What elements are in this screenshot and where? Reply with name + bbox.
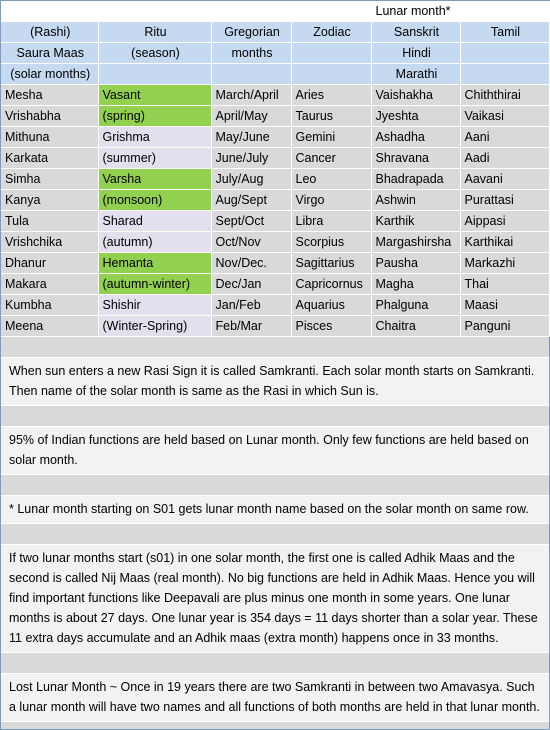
season-header: (season) [98, 43, 211, 64]
gregorian-cell: Nov/Dec. [211, 253, 291, 274]
sanskrit-cell: Magha [371, 274, 460, 295]
rashi-cell: Dhanur [1, 253, 98, 274]
note-paragraph: 95% of Indian functions are held based on Lunar month. Only few functions are held based on solar month. [1, 427, 549, 475]
sanskrit-cell: Vaishakha [371, 85, 460, 106]
sanskrit-cell: Pausha [371, 253, 460, 274]
zodiac-cell: Aquarius [291, 295, 371, 316]
note-paragraph: If two lunar months start (s01) in one solar month, the first one is called Adhik Maas and the second is called Nij Maas (real month). No big functions are held in Adhik Maas. Hence you will find important functions like Deepavali are plus minus one month in some years. One lunar months is about 27 days. One lunar year is 354 days = 11 days shorter than a solar year. These 11 extra days accumulate and an Adhik maas (extra month) happens once in 33 months. [1, 545, 549, 653]
ritu-cell: Vasant [98, 85, 211, 106]
tamil-cell: Aani [460, 127, 549, 148]
spacer-row [1, 406, 549, 427]
month-table [1, 1, 550, 337]
spacer-row [1, 337, 549, 358]
ritu-cell: Varsha [98, 169, 211, 190]
rashi-cell: Simha [1, 169, 98, 190]
ritu-header: Ritu [98, 22, 211, 43]
gregorian-cell: Oct/Nov [211, 232, 291, 253]
header-cell [291, 64, 371, 85]
header-cell [98, 1, 211, 22]
table-row [1, 127, 549, 148]
table-row [1, 295, 549, 316]
header-cell [460, 43, 549, 64]
rashi-cell: Mithuna [1, 127, 98, 148]
table-row [1, 316, 549, 337]
zodiac-cell: Sagittarius [291, 253, 371, 274]
zodiac-cell: Capricornus [291, 274, 371, 295]
table-row [1, 148, 549, 169]
zodiac-cell: Pisces [291, 316, 371, 337]
marathi-header: Marathi [371, 64, 460, 85]
tamil-cell: Aadi [460, 148, 549, 169]
gregorian-cell: March/April [211, 85, 291, 106]
rashi-cell: Makara [1, 274, 98, 295]
header-cell [211, 1, 291, 22]
tamil-cell: Purattasi [460, 190, 549, 211]
header-row-4 [1, 64, 549, 85]
zodiac-cell: Virgo [291, 190, 371, 211]
note-paragraph: Lost Lunar Month ~ Once in 19 years there are two Samkranti in between two Amavasya. Such a lunar month will have two names and all functions of both months are held in that lunar month. [1, 674, 549, 722]
ritu-cell: Sharad [98, 211, 211, 232]
gregorian-cell: Jan/Feb [211, 295, 291, 316]
hindi-header: Hindi [371, 43, 460, 64]
sanskrit-cell: Bhadrapada [371, 169, 460, 190]
rashi-cell: Mesha [1, 85, 98, 106]
header-row-2 [1, 22, 549, 43]
tamil-cell: Maasi [460, 295, 549, 316]
note-paragraph: When sun enters a new Rasi Sign it is called Samkranti. Each solar month starts on Samkranti. Then name of the solar month is same as the Rasi in which Sun is. [1, 358, 549, 406]
zodiac-cell: Leo [291, 169, 371, 190]
gregorian-cell: Feb/Mar [211, 316, 291, 337]
sanskrit-cell: Shravana [371, 148, 460, 169]
tamil-cell: Aippasi [460, 211, 549, 232]
rashi-cell: Vrishabha [1, 106, 98, 127]
sanskrit-cell: Ashwin [371, 190, 460, 211]
gregorian-cell: July/Aug [211, 169, 291, 190]
table-row [1, 211, 549, 232]
gregorian-cell: Dec/Jan [211, 274, 291, 295]
sanskrit-header: Sanskrit [371, 22, 460, 43]
tamil-cell: Panguni [460, 316, 549, 337]
tamil-cell: Chiththirai [460, 85, 549, 106]
solar-months-header: (solar months) [1, 64, 98, 85]
gregorian-cell: Sept/Oct [211, 211, 291, 232]
header-cell [460, 1, 549, 22]
notes-section [1, 358, 549, 722]
spacer-row [1, 475, 549, 496]
header-cell [211, 64, 291, 85]
gregorian-cell: June/July [211, 148, 291, 169]
header-cell [460, 64, 549, 85]
sanskrit-cell: Ashadha [371, 127, 460, 148]
gregorian-cell: April/May [211, 106, 291, 127]
table-row [1, 274, 549, 295]
zodiac-cell: Scorpius [291, 232, 371, 253]
sanskrit-cell: Phalguna [371, 295, 460, 316]
table-row [1, 232, 549, 253]
zodiac-header: Zodiac [291, 22, 371, 43]
zodiac-cell: Cancer [291, 148, 371, 169]
sanskrit-cell: Margashirsha [371, 232, 460, 253]
spacer-row [1, 524, 549, 545]
ritu-cell: (summer) [98, 148, 211, 169]
rashi-cell: Tula [1, 211, 98, 232]
table-row [1, 190, 549, 211]
zodiac-cell: Libra [291, 211, 371, 232]
table-row [1, 253, 549, 274]
gregorian-header: Gregorian [211, 22, 291, 43]
ritu-cell: (spring) [98, 106, 211, 127]
header-cell [1, 1, 98, 22]
zodiac-cell: Taurus [291, 106, 371, 127]
header-row-1 [1, 1, 549, 22]
zodiac-cell: Aries [291, 85, 371, 106]
rashi-cell: Kumbha [1, 295, 98, 316]
spacer-row [1, 653, 549, 674]
table-row [1, 106, 549, 127]
ritu-cell: (autumn) [98, 232, 211, 253]
tamil-header: Tamil [460, 22, 549, 43]
rashi-cell: Karkata [1, 148, 98, 169]
header-cell [291, 1, 371, 22]
sanskrit-cell: Chaitra [371, 316, 460, 337]
header-cell [98, 64, 211, 85]
ritu-cell: Hemanta [98, 253, 211, 274]
ritu-cell: Shishir [98, 295, 211, 316]
tamil-cell: Thai [460, 274, 549, 295]
sanskrit-cell: Karthik [371, 211, 460, 232]
tamil-cell: Aavani [460, 169, 549, 190]
header-cell [291, 43, 371, 64]
header-row-3 [1, 43, 549, 64]
table-row [1, 85, 549, 106]
rashi-cell: Vrishchika [1, 232, 98, 253]
ritu-cell: (Winter-Spring) [98, 316, 211, 337]
ritu-cell: Grishma [98, 127, 211, 148]
ritu-cell: (autumn-winter) [98, 274, 211, 295]
sanskrit-cell: Jyeshta [371, 106, 460, 127]
rashi-header: (Rashi) [1, 22, 98, 43]
lunar-month-header: Lunar month* [371, 1, 460, 22]
table-row [1, 169, 549, 190]
tamil-cell: Markazhi [460, 253, 549, 274]
tamil-cell: Vaikasi [460, 106, 549, 127]
months-header: months [211, 43, 291, 64]
zodiac-cell: Gemini [291, 127, 371, 148]
note-paragraph: * Lunar month starting on S01 gets lunar month name based on the solar month on same row. [1, 496, 549, 524]
tamil-cell: Karthikai [460, 232, 549, 253]
ritu-cell: (monsoon) [98, 190, 211, 211]
rashi-cell: Meena [1, 316, 98, 337]
saura-maas-header: Saura Maas [1, 43, 98, 64]
gregorian-cell: Aug/Sept [211, 190, 291, 211]
gregorian-cell: May/June [211, 127, 291, 148]
rashi-cell: Kanya [1, 190, 98, 211]
